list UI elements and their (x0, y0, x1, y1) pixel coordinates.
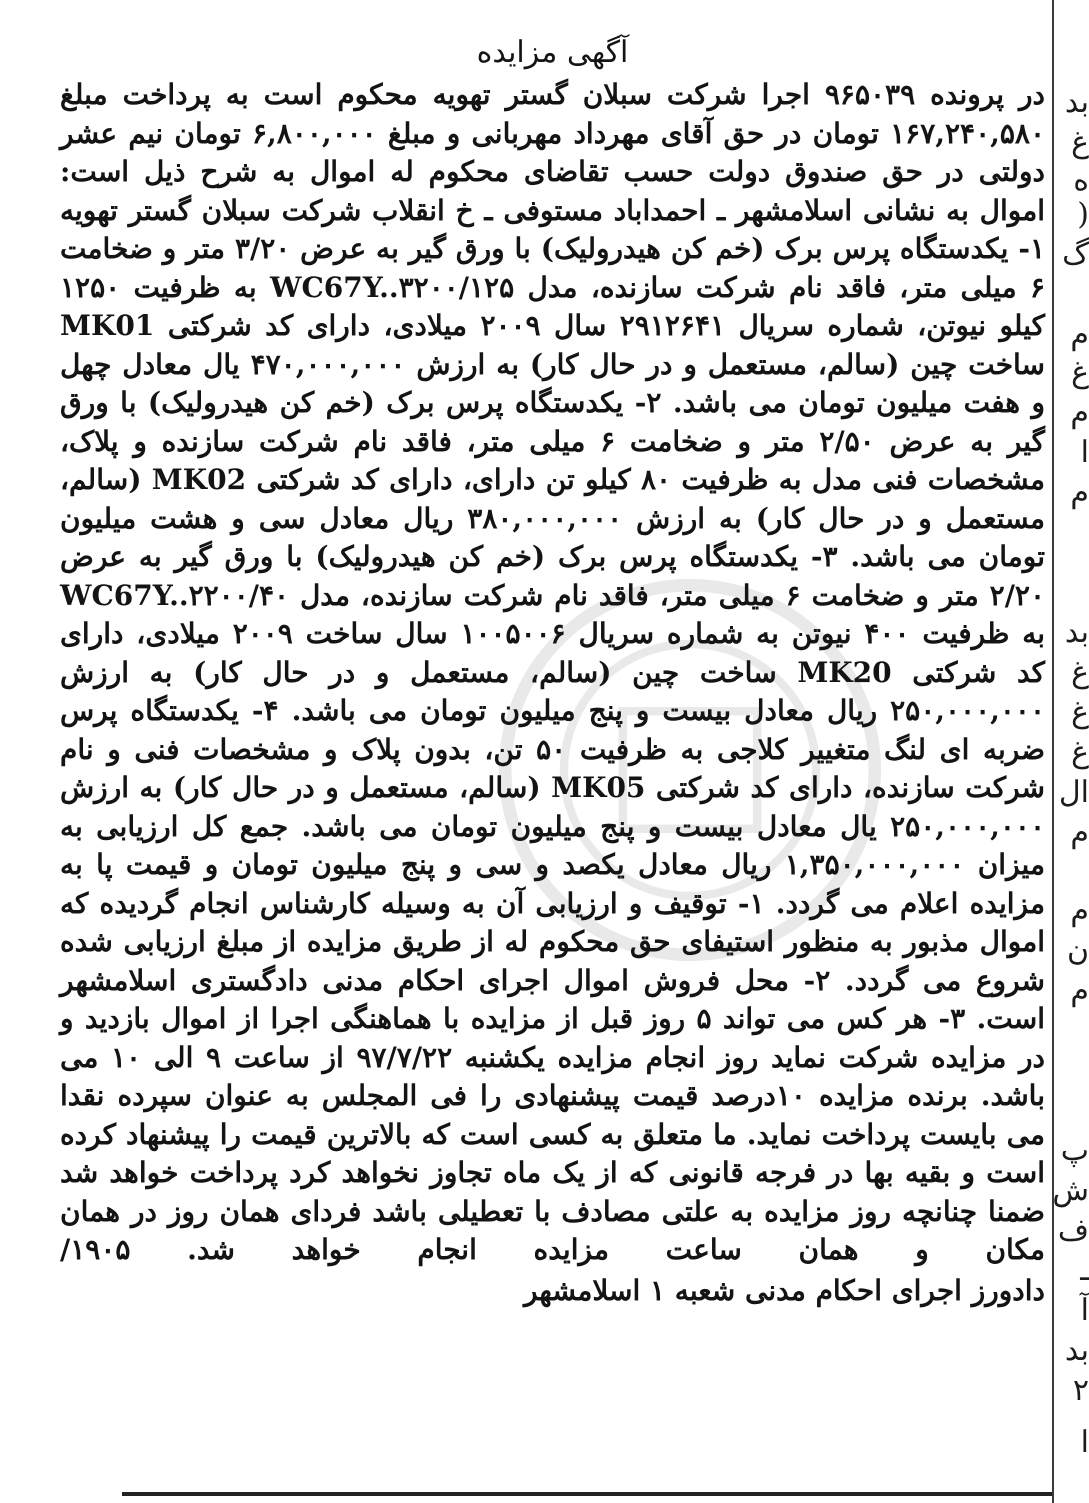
strip-text: م (1070, 973, 1089, 1008)
strip-text: آ (1080, 1293, 1089, 1328)
bottom-divider (122, 1492, 1052, 1496)
strip-text: بد (1064, 1333, 1089, 1368)
strip-text: غ (1071, 735, 1089, 770)
adjacent-column-fragment (1047, 88, 1089, 1503)
strip-text: ن (1066, 933, 1089, 968)
strip-text: ف (1057, 1213, 1089, 1248)
auction-notice (60, 30, 1045, 1470)
strip-text: غ (1071, 695, 1089, 730)
strip-text: م (1070, 475, 1089, 510)
strip-text: ـ (1080, 1253, 1089, 1288)
notice-signature: دادورز اجرای احکام مدنی شعبه ۱ اسلامشهر (523, 1273, 1045, 1307)
strip-text: ا (1080, 1425, 1089, 1460)
strip-text: ش (1052, 1173, 1089, 1208)
strip-text: ۲ (1072, 1373, 1089, 1408)
strip-text: ( (1077, 197, 1089, 232)
strip-text: پ (1060, 1133, 1089, 1168)
strip-text: م (1070, 317, 1089, 352)
notice-body: در پرونده ۹۶۵۰۳۹ اجرا شرکت سبلان گستر تهویه محکوم است به پرداخت مبلغ ۱۶۷,۲۴۰,۵۸۰ تومان در حق آقای مهرداد مهربانی و مبلغ ۶,۸۰۰,۰۰۰ تومان نیم عشر دولتی در حق صندوق دولت حسب تقاضای محکوم له اموال به شرح ذیل است: اموال به نشانی اسلامشهر ـ احمداباد مستوفی ـ خ انقلاب شرکت سبلان گستر تهویه ۱- یکدستگاه پرس برک (خم کن هیدرولیک) با ورق گیر به عرض ۳/۲۰ متر و ضخامت ۶ میلی متر، فاقد نام شرکت سازنده، مدل WC67Y..۳۲۰۰/۱۲۵ به ظرفیت ۱۲۵۰ کیلو نیوتن، شماره سریال ۲۹۱۲۶۴۱ سال ۲۰۰۹ میلادی، دارای کد شرکتی MK01 ساخت چین (سالم، مستعمل و در حال کار) به ارزش ۴۷۰,۰۰۰,۰۰۰ یال معادل چهل و هفت میلیون تومان می باشد. ۲- یکدستگاه پرس برک (خم کن هیدرولیک) با ورق گیر به عرض ۲/۵۰ متر و ضخامت ۶ میلی متر، فاقد نام شرکت سازنده و پلاک، مشخصات فنی مدل به ظرفیت ۸۰ کیلو تن دارای، دارای کد شرکتی MK02 (سالم، مستعمل و در حال کار) به ارزش ۳۸۰,۰۰۰,۰۰۰ ریال معادل سی و هشت میلیون تومان می باشد. ۳- یکدستگاه پرس برک (خم کن هیدرولیک) با ورق گیر به عرض ۲/۲۰ متر و ضخامت ۶ میلی متر، فاقد نام شرکت سازنده، مدل WC67Y..۲۲۰۰/۴۰ به ظرفیت ۴۰۰ نیوتن به شماره سریال ۱۰۰۵۰۰۶ سال ساخت ۲۰۰۹ میلادی، دارای کد شرکتی MK20 ساخت چین (سالم، مستعمل و در حال کار) به ارزش ۲۵۰,۰۰۰,۰۰۰ ریال معادل بیست و پنج میلیون تومان می باشد. ۴- یکدستگاه پرس ضربه ای لنگ متغییر کلاجی به ظرفیت ۵۰ تن، بدون پلاک و مشخصات فنی و نام شرکت سازنده، دارای کد شرکتی MK05 (سالم، مستعمل و در حال کار) به ارزش ۲۵۰,۰۰۰,۰۰۰ یال معادل بیست و پنج میلیون تومان می باشد. جمع کل ارزیابی به میزان ۱,۳۵۰,۰۰۰,۰۰۰ ریال معادل یکصد و سی و پنج میلیون تومان و قیمت پا به مزایده اعلام می گردد. ۱- توقیف و ارزیابی آن به وسیله کارشناس انجام گردیده که اموال مذبور به منظور استیفای حق محکوم له از طریق مزایده از مبلغ ارزیابی شده شروع می گردد. ۲- محل فروش اموال اجرای احکام مدنی دادگستری اسلامشهر است. ۳- هر کس می تواند ۵ روز قبل از مزایده با هماهنگی اجرا از اموال بازدید و در مزایده شرکت نماید روز انجام مزایده یکشنبه ۹۷/۷/۲۲ از ساعت ۹ الی ۱۰ می باشد. برنده مزایده ۱۰درصد قیمت پیشنهادی را فی المجلس به عنوان سپرده نقدا می بایست پرداخت نماید. ما متعلق به کسی است که بالاترین قیمت را پیشنهاد کرده است و بقیه بها در فرجه قانونی که از یک ماه تجاوز نخواهد کرد پرداخت خواهد شد ضمنا چنانچه روز مزایده به علتی مصادف با تعطیلی باشد فردای همان روز در همان مکان و همان ساعت مزایده انجام خواهد شد. ۱۹۰۵/ (60, 78, 1046, 1266)
strip-text: م (1070, 815, 1089, 850)
strip-text: م (1070, 893, 1089, 928)
strip-text: گ (1062, 237, 1089, 272)
strip-text: ال (1058, 775, 1089, 810)
strip-text: غ (1071, 655, 1089, 690)
strip-text: بد (1064, 615, 1089, 650)
strip-text: غ (1071, 355, 1089, 390)
strip-text: بد (1064, 88, 1089, 120)
notice-title: آگهی مزایده (476, 35, 629, 70)
strip-text: ا (1080, 435, 1089, 470)
strip-text: ه (1073, 163, 1089, 198)
strip-text: غ (1071, 125, 1089, 160)
strip-text: م (1070, 395, 1089, 430)
